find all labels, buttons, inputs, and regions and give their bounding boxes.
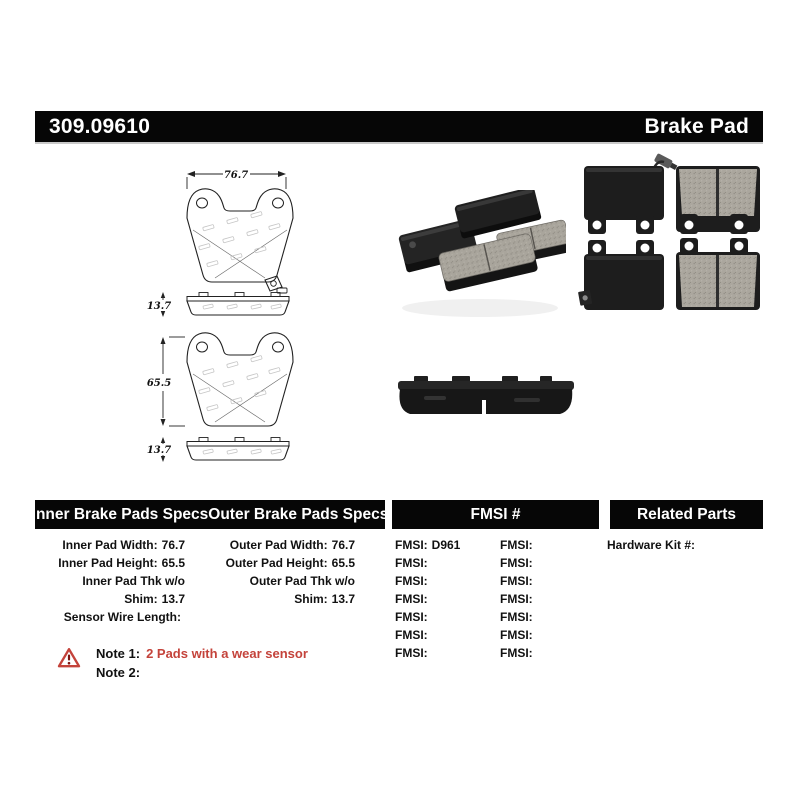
- fmsi-right-column: [500, 536, 600, 662]
- spec-row: [203, 554, 355, 572]
- spec-value: 65.5: [331, 556, 355, 570]
- fmsi-label: FMSI:: [500, 574, 533, 588]
- spec-row: [203, 572, 355, 608]
- dimension-thickness-bottom-label: 13.7: [146, 445, 172, 456]
- inner-specs-column: [35, 536, 185, 626]
- product-title: Brake Pad: [644, 114, 749, 138]
- inner-specs-header: Inner Brake Pads Specs: [31, 505, 209, 523]
- technical-drawing: [145, 155, 345, 485]
- fmsi-row: [395, 536, 495, 554]
- fmsi-label: FMSI:: [395, 646, 428, 660]
- notes: [57, 644, 477, 682]
- spec-table: [31, 500, 763, 660]
- fmsi-row: [500, 590, 600, 608]
- part-number: 309.09610: [49, 114, 151, 138]
- pad-photo-friction-top-right: [676, 166, 760, 234]
- fmsi-row: [395, 554, 495, 572]
- fmsi-row: [395, 572, 495, 590]
- spec-value: 65.5: [161, 556, 185, 570]
- outer-specs-header: Outer Brake Pads Specs: [208, 505, 389, 523]
- fmsi-row: [500, 572, 600, 590]
- note-1-text: 2 Pads with a wear sensor: [146, 646, 308, 661]
- spec-row: [35, 572, 185, 608]
- pad-photo-back-with-sensor: [584, 153, 678, 234]
- fmsi-row: [395, 608, 495, 626]
- spec-label: Sensor Wire Length:: [63, 610, 181, 624]
- fmsi-label: FMSI:: [395, 592, 428, 606]
- spec-row: [35, 536, 185, 554]
- fmsi-label: FMSI:: [395, 610, 428, 624]
- product-photo-pad-set-angled: [394, 190, 566, 325]
- pad-photo-friction-bottom-right: [676, 238, 760, 310]
- fmsi-value: D961: [431, 538, 461, 552]
- related-parts-column: [607, 536, 763, 554]
- spec-value: 76.7: [331, 538, 355, 552]
- spec-value: 13.7: [161, 592, 185, 606]
- spec-row: [35, 554, 185, 572]
- fmsi-row: [500, 536, 600, 554]
- spec-value: 13.7: [331, 592, 355, 606]
- spec-label: Outer Pad Thk w/o Shim:: [249, 574, 355, 606]
- pad-side-view-2: [187, 438, 289, 461]
- fmsi-label: FMSI:: [500, 556, 533, 570]
- product-photo-pad-set-flat: [578, 152, 768, 318]
- related-label: Hardware Kit #:: [607, 538, 696, 552]
- dimension-thickness-top-label: 13.7: [146, 301, 172, 312]
- fmsi-header: FMSI #: [470, 505, 521, 523]
- spec-label: Inner Pad Width:: [62, 538, 158, 552]
- related-parts-header: Related Parts: [636, 505, 737, 523]
- fmsi-label: FMSI:: [500, 628, 533, 642]
- fmsi-label: FMSI:: [395, 574, 428, 588]
- fmsi-label: FMSI:: [395, 538, 428, 552]
- spec-row: [203, 536, 355, 554]
- spec-label: Outer Pad Height:: [225, 556, 328, 570]
- fmsi-label: FMSI:: [395, 556, 428, 570]
- fmsi-label: FMSI:: [500, 592, 533, 606]
- dimension-width-label: 76.7: [223, 170, 249, 181]
- spec-label: Inner Pad Height:: [58, 556, 158, 570]
- pad-front-view-2: [187, 333, 293, 426]
- note-1: [96, 644, 477, 663]
- fmsi-header-bar: [392, 500, 599, 529]
- fmsi-row: [500, 608, 600, 626]
- fmsi-row: [500, 554, 600, 572]
- fmsi-row: [500, 644, 600, 662]
- specs-header-bar: [31, 500, 389, 529]
- outer-specs-column: [203, 536, 355, 608]
- pad-front-view-1: [187, 189, 293, 291]
- pad-side-view-1: [187, 293, 289, 316]
- pad-photo-back-bottom-left: [578, 240, 664, 310]
- fmsi-row: [395, 590, 495, 608]
- fmsi-label: FMSI:: [500, 538, 533, 552]
- fmsi-row: [500, 626, 600, 644]
- fmsi-row: [395, 626, 495, 644]
- note-1-label: Note 1:: [96, 646, 141, 661]
- fmsi-label: FMSI:: [500, 610, 533, 624]
- product-photo-pad-profile: [394, 372, 580, 424]
- note-2: [96, 663, 477, 682]
- related-parts-header-bar: [610, 500, 763, 529]
- warning-triangle-icon: [57, 647, 81, 669]
- fmsi-label: FMSI:: [395, 628, 428, 642]
- fmsi-label: FMSI:: [500, 646, 533, 660]
- spec-row: [35, 608, 185, 626]
- note-2-label: Note 2:: [96, 665, 141, 680]
- dimension-height-label: 65.5: [146, 378, 172, 389]
- related-row: [607, 536, 763, 554]
- spec-label: Outer Pad Width:: [229, 538, 328, 552]
- title-bar: [35, 111, 763, 144]
- spec-value: 76.7: [161, 538, 185, 552]
- spec-label: Inner Pad Thk w/o Shim:: [82, 574, 185, 606]
